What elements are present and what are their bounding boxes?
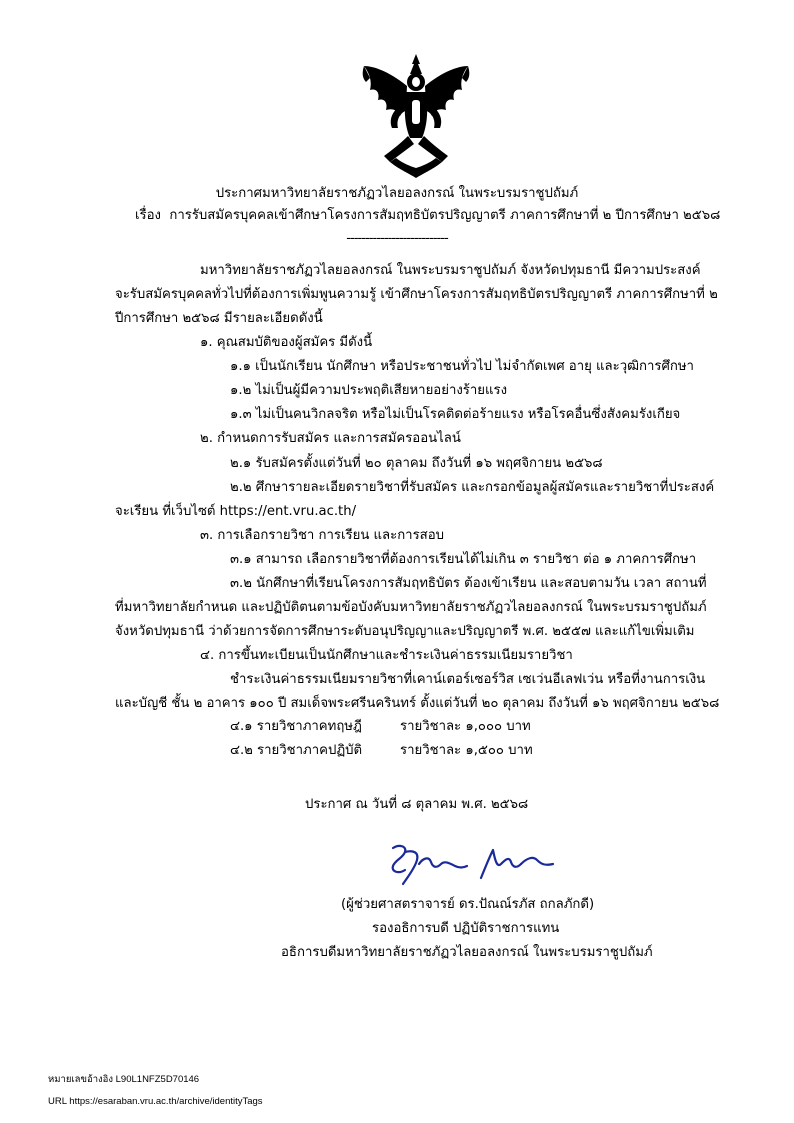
archive-url: URL https://esaraban.vru.ac.th/archive/identityTags — [48, 1096, 263, 1107]
fee-amount-practice: รายวิชาละ ๑,๕๐๐ บาท — [400, 743, 533, 758]
section-1-item: ๑.๒ ไม่เป็นผู้มีความประพฤติเสียหายอย่างร้ายแรง — [230, 383, 508, 398]
fee-label: ๔.๑ รายวิชาภาคทฤษฎี — [230, 719, 362, 734]
subject-line — [135, 207, 720, 225]
signer-organization: อธิการบดีมหาวิทยาลัยราชภัฏวไลยอลงกรณ์ ในพระบรมราชูปถัมภ์ — [281, 945, 653, 960]
section-1-heading: ๑. คุณสมบัติของผู้สมัคร มีดังนี้ — [200, 335, 373, 350]
section-1-item: ๑.๑ เป็นนักเรียน นักศึกษา หรือประชาชนทั่วไป ไม่จำกัดเพศ อายุ และวุฒิการศึกษา — [230, 359, 694, 374]
section-3-item-1: ๓.๑ สามารถ เลือกรายวิชาที่ต้องการเรียนได้ไม่เกิน ๓ รายวิชา ต่อ ๑ ภาคการศึกษา — [230, 552, 697, 567]
fee-row-theory — [230, 718, 362, 736]
handwritten-signature — [385, 838, 560, 888]
intro-line-2: จะรับสมัครบุคคลทั่วไปที่ต้องการเพิ่มพูนความรู้ เข้าศึกษาโครงการสัมฤทธิบัตรปริญญาตรี ภาคการศึกษาที่ ๒ — [115, 287, 718, 302]
fee-amount-theory: รายวิชาละ ๑,๐๐๐ บาท — [400, 719, 531, 734]
section-1-item: ๑.๓ ไม่เป็นคนวิกลจริต หรือไม่เป็นโรคติดต่อร้ายแรง หรือโรคอื่นซึ่งสังคมรังเกียจ — [230, 407, 681, 422]
section-3-item-2-cont: ที่มหาวิทยาลัยกำหนด และปฏิบัติตนตามข้อบังคับมหาวิทยาลัยราชภัฏวไลยอลงกรณ์ ในพระบรมราชูปถัมภ์ — [115, 600, 707, 615]
subject-label: เรื่อง — [135, 208, 161, 223]
garuda-emblem-icon — [360, 52, 472, 180]
intro-line-1: มหาวิทยาลัยราชภัฏวไลยอลงกรณ์ ในพระบรมราชูปถัมภ์ จังหวัดปทุมธานี มีความประสงค์ — [200, 263, 701, 278]
section-2-item-2-cont: จะเรียน ที่เว็บไซต์ https://ent.vru.ac.th/ — [115, 504, 357, 519]
announcement-title: ประกาศมหาวิทยาลัยราชภัฏวไลยอลงกรณ์ ในพระบรมราชูปถัมภ์ — [215, 186, 579, 201]
intro-line-3: ปีการศึกษา ๒๕๖๘ มีรายละเอียดดังนี้ — [115, 311, 323, 326]
fee-row-practice — [230, 742, 362, 760]
section-4-heading: ๔. การขึ้นทะเบียนเป็นนักศึกษาและชำระเงินค่าธรรมเนียมรายวิชา — [200, 648, 573, 663]
subject-text: การรับสมัครบุคคลเข้าศึกษาโครงการสัมฤทธิบัตรปริญญาตรี ภาคการศึกษาที่ ๒ ปีการศึกษา ๒๕๖๘ — [169, 208, 721, 223]
section-3-heading: ๓. การเลือกรายวิชา การเรียน และการสอบ — [200, 528, 445, 543]
section-3-item-2-cont: จังหวัดปทุมธานี ว่าด้วยการจัดการศึกษาระดับอนุปริญญาและปริญญาตรี พ.ศ. ๒๕๕๗ และแก้ไขเพิ่มเติม — [115, 624, 695, 639]
section-4-payment-line: ชำระเงินค่าธรรมเนียมรายวิชาที่เคาน์เตอร์เซอร์วิส เซเว่นอีเลฟเว่น หรือที่งานการเงิน — [230, 672, 706, 687]
reference-number: หมายเลขอ้างอิง L90L1NFZ5D70146 — [48, 1074, 200, 1085]
announcement-date: ประกาศ ณ วันที่ ๘ ตุลาคม พ.ศ. ๒๕๖๘ — [305, 797, 529, 812]
fee-label: ๔.๒ รายวิชาภาคปฏิบัติ — [230, 743, 363, 758]
section-3-item-2: ๓.๒ นักศึกษาที่เรียนโครงการสัมฤทธิบัตร ต้องเข้าเรียน และสอบตามวัน เวลา สถานที่ — [230, 576, 707, 591]
signer-name: (ผู้ช่วยศาสตราจารย์ ดร.ปัณณ์รภัส ถกลภักดี) — [341, 897, 595, 912]
signer-position: รองอธิการบดี ปฏิบัติราชการแทน — [372, 921, 560, 936]
title-divider: --------------------------- — [346, 231, 448, 246]
section-4-payment-line-cont: และบัญชี ชั้น ๒ อาคาร ๑๐๐ ปี สมเด็จพระศรีนครินทร์ ตั้งแต่วันที่ ๒๐ ตุลาคม ถึงวันที่ ๑๖ พฤศจิกายน ๒๕๖๘ — [115, 696, 720, 711]
section-2-item-1: ๒.๑ รับสมัครตั้งแต่วันที่ ๒๐ ตุลาคม ถึงวันที่ ๑๖ พฤศจิกายน ๒๕๖๘ — [230, 456, 603, 471]
section-2-heading: ๒. กำหนดการรับสมัคร และการสมัครออนไลน์ — [200, 431, 461, 446]
section-2-item-2: ๒.๒ ศึกษารายละเอียดรายวิชาที่รับสมัคร และกรอกข้อมูลผู้สมัครและรายวิชาที่ประสงค์ — [230, 480, 715, 495]
